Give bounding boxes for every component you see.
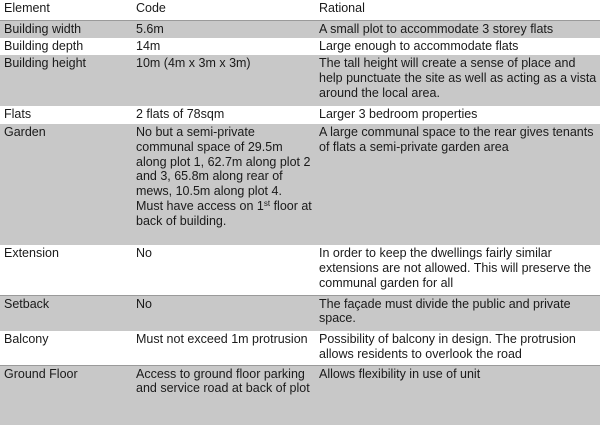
cell-rational: Large enough to accommodate flats — [315, 38, 600, 55]
table-row — [0, 295, 600, 331]
table-row — [0, 106, 600, 124]
cell-code — [132, 124, 315, 245]
cell-rational: Possibility of balcony in design. The protrusion allows residents to overlook the road — [315, 331, 600, 365]
cell-rational: A large communal space to the rear gives tenants of flats a semi-private garden area — [315, 124, 600, 245]
header-rational: Rational — [315, 0, 600, 20]
cell-code: 10m (4m x 3m x 3m) — [132, 55, 315, 106]
table-row — [0, 365, 600, 425]
cell-element: Flats — [0, 106, 132, 124]
cell-element: Balcony — [0, 331, 132, 365]
cell-rational: Allows flexibility in use of unit — [315, 365, 600, 425]
table-row — [0, 38, 600, 55]
cell-element: Building height — [0, 55, 132, 106]
cell-element: Ground Floor — [0, 365, 132, 425]
table-row — [0, 245, 600, 295]
cell-code: Must not exceed 1m protrusion — [132, 331, 315, 365]
header-element: Element — [0, 0, 132, 20]
cell-rational: A small plot to accommodate 3 storey flats — [315, 20, 600, 38]
header-code: Code — [132, 0, 315, 20]
table-row — [0, 20, 600, 38]
cell-rational: The tall height will create a sense of place and help punctuate the site as well as acting as a vista around the local area. — [315, 55, 600, 106]
cell-code-tail: floor at back of building. — [136, 198, 312, 228]
cell-rational: The façade must divide the public and private space. — [315, 295, 600, 331]
cell-element: Garden — [0, 124, 132, 245]
cell-code: 5.6m — [132, 20, 315, 38]
table-header-row — [0, 0, 600, 20]
table-row — [0, 331, 600, 365]
cell-code: No — [132, 295, 315, 331]
ordinal-suffix: st — [263, 198, 271, 208]
cell-element: Building width — [0, 20, 132, 38]
table-row — [0, 124, 600, 245]
cell-code-main: No but a semi-private communal space of 29.5m along plot 1, 62.7m along plot 2 and 3, 65.8m along rear of mews, 10.5m along plot 4. Must have access on 1 — [136, 125, 311, 213]
table-row — [0, 55, 600, 106]
cell-rational: In order to keep the dwellings fairly similar extensions are not allowed. This will preserve the communal garden for all — [315, 245, 600, 295]
cell-code: 14m — [132, 38, 315, 55]
cell-code: No — [132, 245, 315, 295]
cell-element: Extension — [0, 245, 132, 295]
cell-element: Setback — [0, 295, 132, 331]
cell-code: 2 flats of 78sqm — [132, 106, 315, 124]
cell-element: Building depth — [0, 38, 132, 55]
cell-rational: Larger 3 bedroom properties — [315, 106, 600, 124]
cell-code: Access to ground floor parking and service road at back of plot — [132, 365, 315, 425]
